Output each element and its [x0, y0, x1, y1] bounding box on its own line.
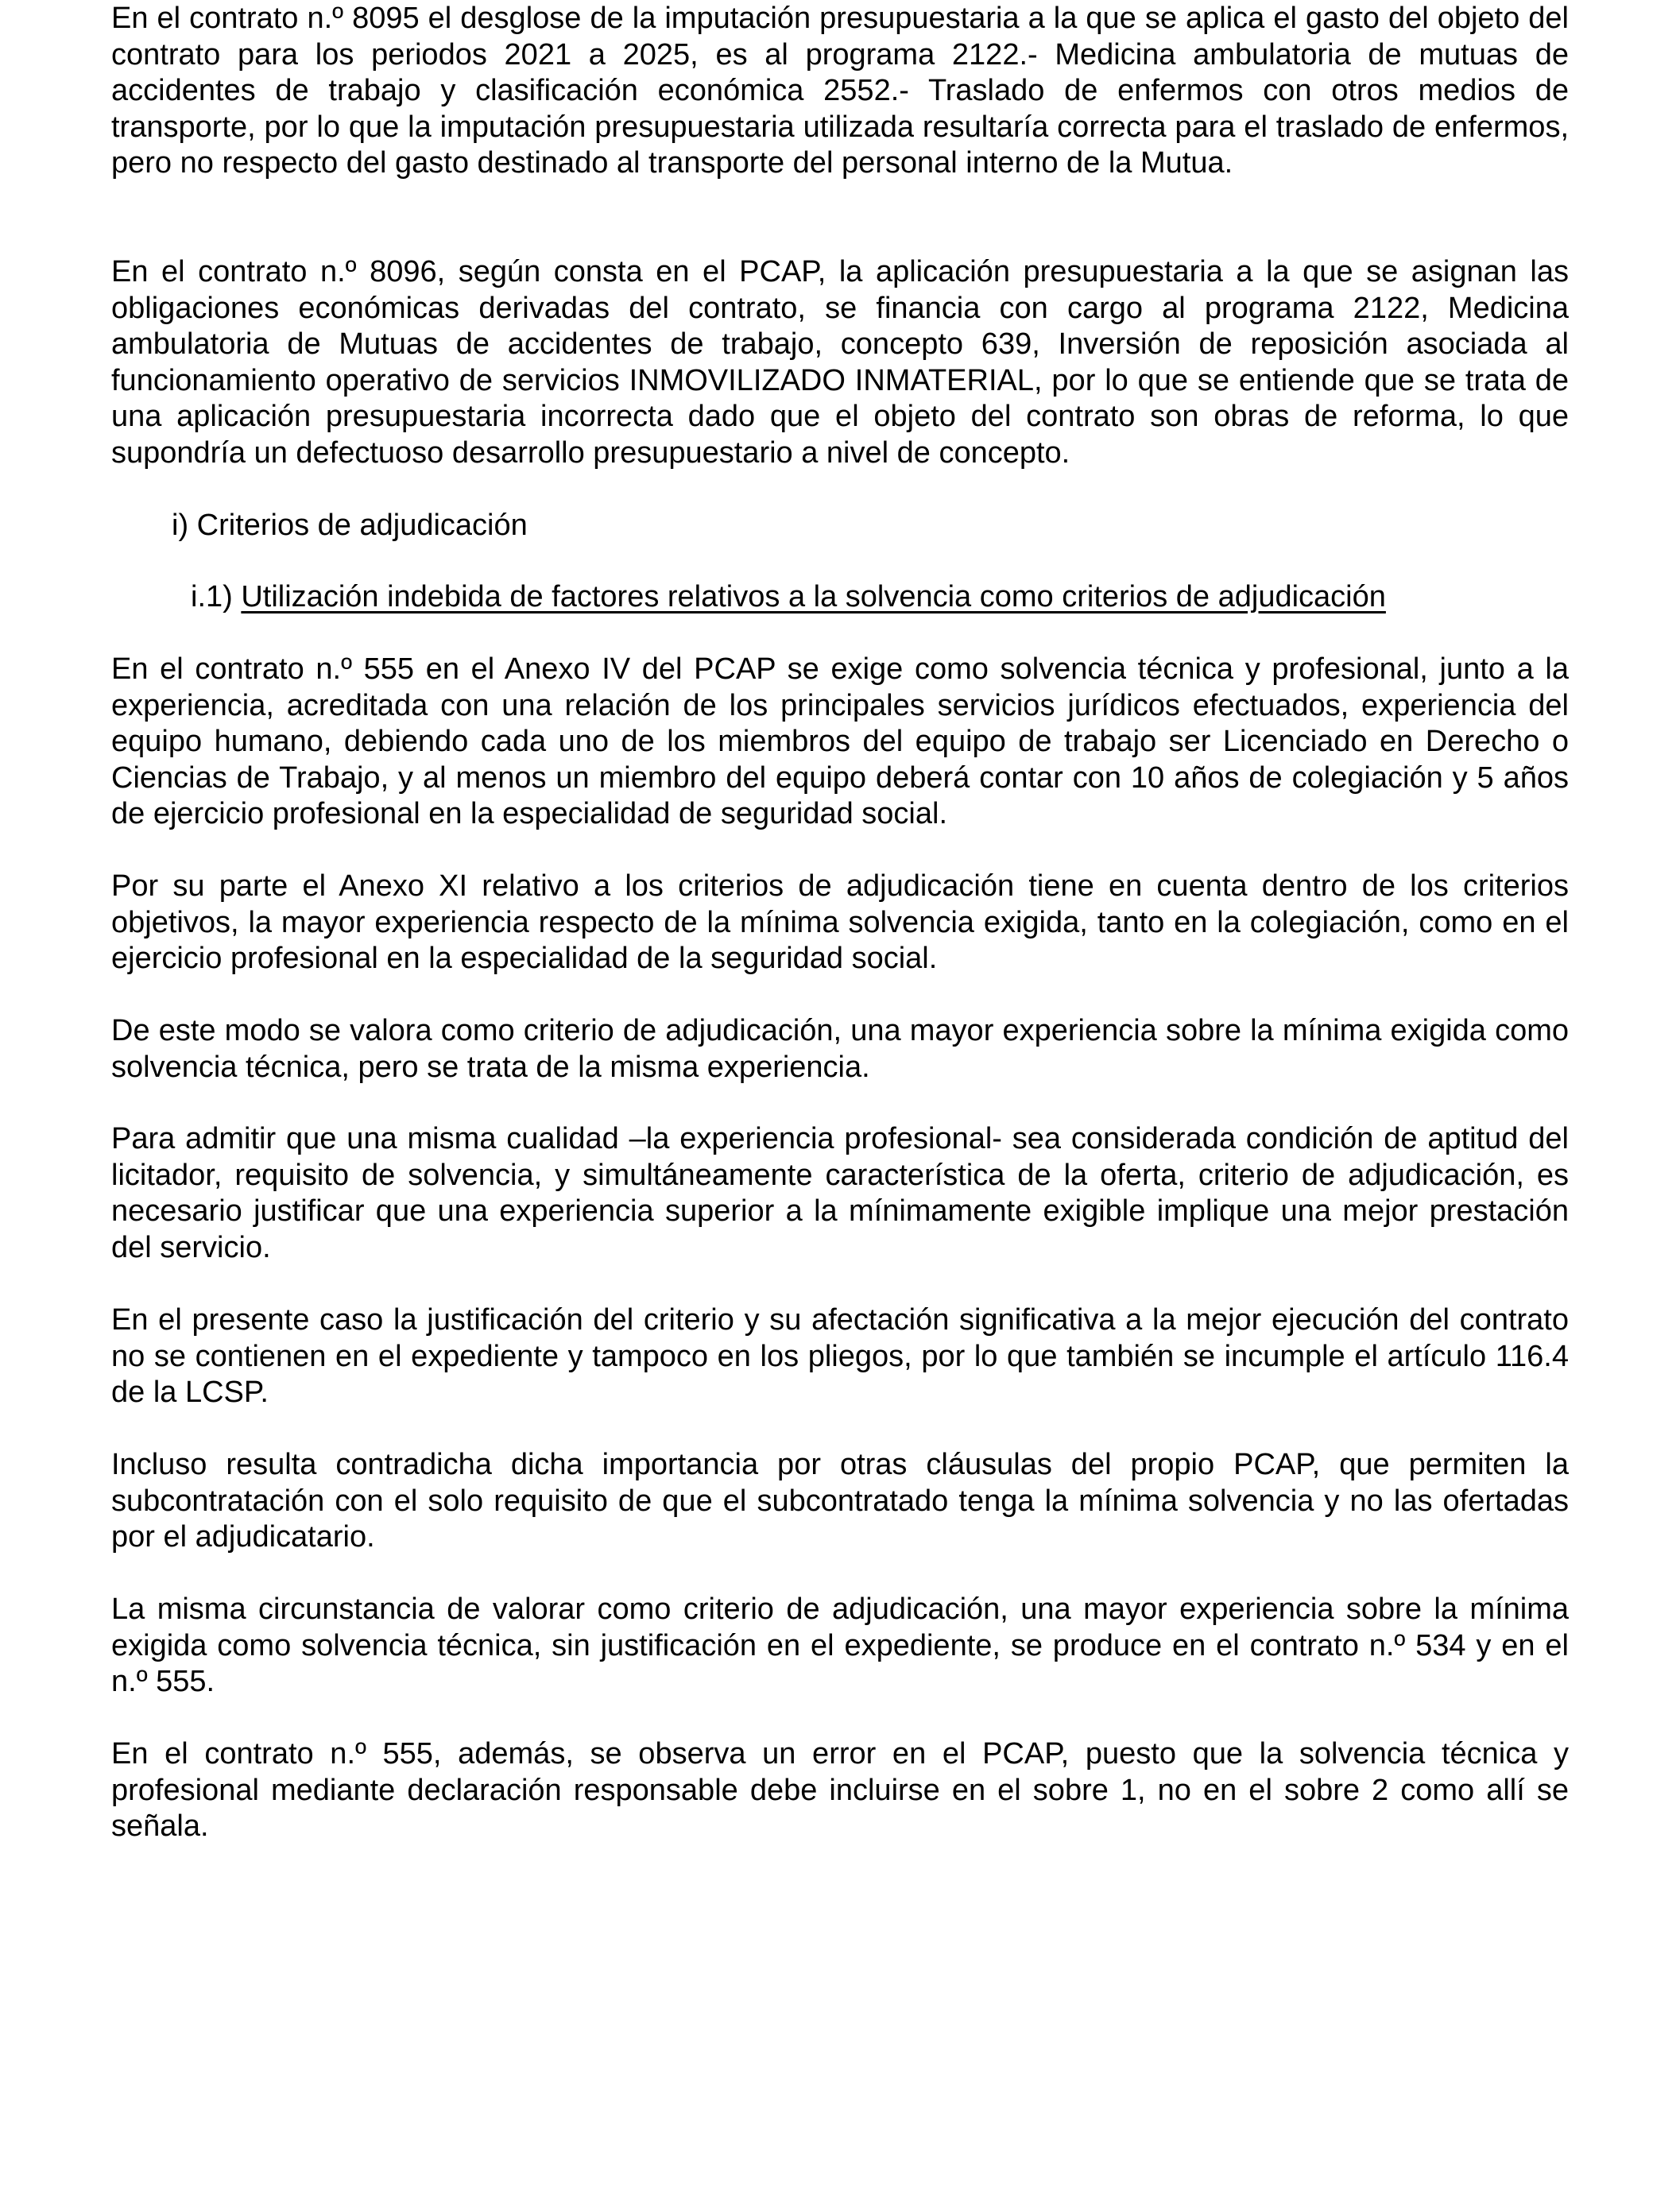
paragraph-error-pcap: En el contrato n.º 555, además, se observa un error en el PCAP, puesto que la solvencia técnica y profesional mediante declaración responsable debe incluirse en el sobre 1, no en el sobre 2 como allí se señala.	[111, 1737, 1569, 1843]
paragraph-presente-caso: En el presente caso la justificación del criterio y su afectación significativa a la mejor ejecución del contrato no se contienen en el expediente y tampoco en los pliegos, por lo que también se incumple el artículo 116.4 de la LCSP.	[111, 1303, 1569, 1409]
paragraph-anexo-xi: Por su parte el Anexo XI relativo a los criterios de adjudicación tiene en cuenta dentro de los criterios objetivos, la mayor experiencia respecto de la mínima solvencia exigida, tanto en la colegiación, como en el ejercicio profesional en la especialidad de la seguridad social.	[111, 869, 1569, 975]
subsection-number: i.1)	[191, 580, 233, 613]
paragraph-contrato-555-anexo-iv: En el contrato n.º 555 en el Anexo IV del PCAP se exige como solvencia técnica y profesional, junto a la experiencia, acreditada con una relación de los principales servicios jurídicos efectuados, experiencia del equipo humano, debiendo cada uno de los miembros del equipo de trabajo ser Licenciado en Derecho o Ciencias de Trabajo, y al menos un miembro del equipo deberá contar con 10 años de colegiación y 5 años de ejercicio profesional en la especialidad de seguridad social.	[111, 652, 1569, 830]
paragraph-contrato-8095: En el contrato n.º 8095 el desglose de la imputación presupuestaria a la que se aplica el gasto del objeto del contrato para los periodos 2021 a 2025, es al programa 2122.- Medicina ambulatoria de mutuas de accidentes de trabajo y clasificación económica 2552.- Traslado de enfermos con otros medios de transporte, por lo que la imputación presupuestaria utilizada resultaría correcta para el traslado de enfermos, pero no respecto del gasto destinado al transporte del personal interno de la Mutua.	[111, 2, 1569, 180]
paragraph-contrato-8096: En el contrato n.º 8096, según consta en el PCAP, la aplicación presupuestaria a la que se asignan las obligaciones económicas derivadas del contrato, se financia con cargo al programa 2122, Medicina ambulatoria de Mutuas de accidentes de trabajo, concepto 639, Inversión de reposición asociada al funcionamiento operativo de servicios INMOVILIZADO INMATERIAL, por lo que se entiende que se trata de una aplicación presupuestaria incorrecta dado que el objeto del contrato son obras de reforma, lo que supondría un defectuoso desarrollo presupuestario a nivel de concepto.	[111, 255, 1569, 470]
paragraph-subcontratacion: Incluso resulta contradicha dicha importancia por otras cláusulas del propio PCAP, que permiten la subcontratación con el solo requisito de que el subcontratado tenga la mínima solvencia y no las ofertadas por el adjudicatario.	[111, 1448, 1569, 1554]
subsection-title: Utilización indebida de factores relativos a la solvencia como criterios de adjudicación	[241, 580, 1386, 613]
paragraph-misma-circunstancia: La misma circunstancia de valorar como criterio de adjudicación, una mayor experiencia sobre la mínima exigida como solvencia técnica, sin justificación en el expediente, se produce en el contrato n.º 534 y en el n.º 555.	[111, 1593, 1569, 1698]
paragraph-misma-cualidad: Para admitir que una misma cualidad –la experiencia profesional- sea considerada condición de aptitud del licitador, requisito de solvencia, y simultáneamente característica de la oferta, criterio de adjudicación, es necesario justificar que una experiencia superior a la mínimamente exigible implique una mejor prestación del servicio.	[111, 1122, 1569, 1264]
section-heading-criterios: i) Criterios de adjudicación	[172, 509, 528, 542]
subsection-heading	[191, 579, 1386, 616]
paragraph-criterio-valoracion: De este modo se valora como criterio de adjudicación, una mayor experiencia sobre la mínima exigida como solvencia técnica, pero se trata de la misma experiencia.	[111, 1014, 1569, 1084]
